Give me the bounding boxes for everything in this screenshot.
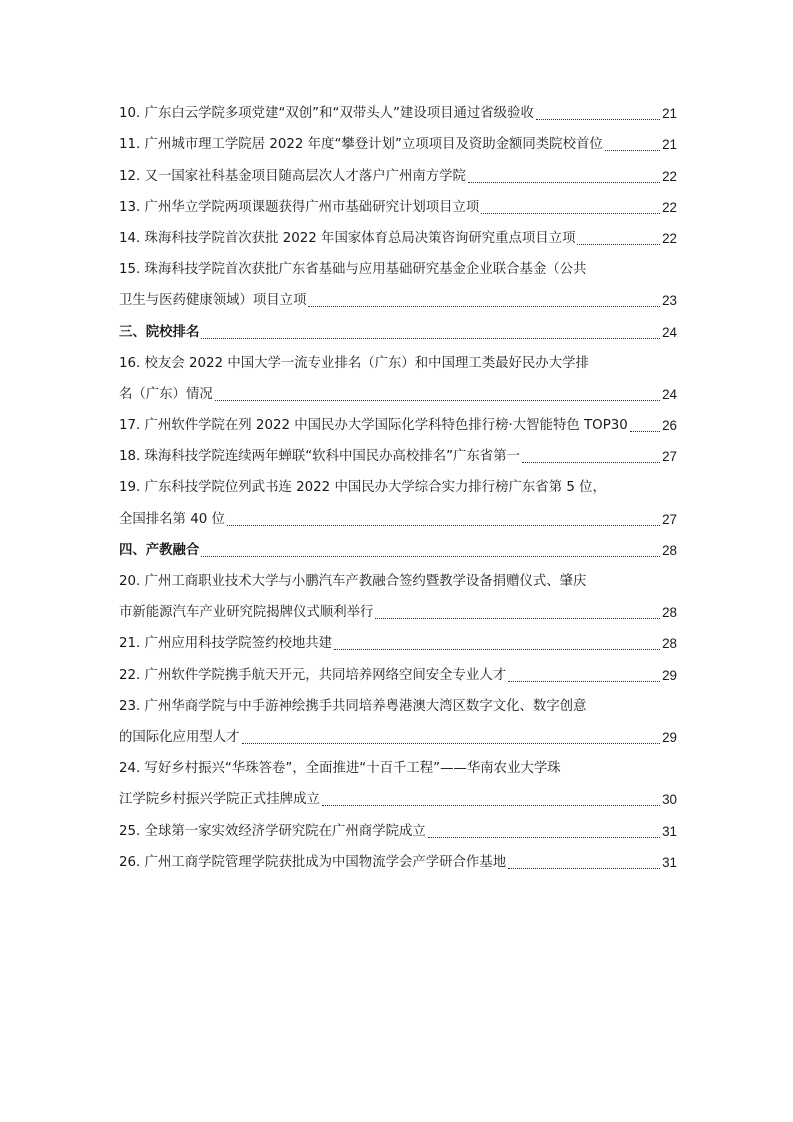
toc-entry[interactable] [119,348,677,410]
toc-entry-title-line2: 全国排名第 40 位 [119,511,225,527]
toc-page-number: 22 [662,168,677,184]
toc-page-number: 30 [662,792,677,808]
dot-leader [481,213,660,214]
toc-entry-title-line2: 卫生与医药健康领域）项目立项 [119,293,307,309]
toc-page-number: 29 [662,667,677,683]
dot-leader [242,743,661,744]
toc-entry-title-line1: 24. 写好乡村振兴“华珠答卷”，全面推进“十百千工程”——华南农业大学珠 [119,760,561,776]
toc-page-number: 31 [662,823,677,839]
toc-entry[interactable] [119,98,677,129]
toc-page-number: 27 [662,449,677,465]
toc-entry[interactable] [119,223,677,254]
toc-entry-title-line2: 名（广东）情况 [119,386,213,402]
dot-leader [201,338,660,339]
toc-entry-title: 21. 广州应用科技学院签约校地共建 [119,636,333,652]
section-title: 三、院校排名 [119,324,200,340]
toc-page-number: 22 [662,199,677,215]
dot-leader [227,525,660,526]
toc-page-number: 21 [662,137,677,153]
toc-entry-title: 11. 广州城市理工学院居 2022 年度“攀登计划”立项项目及资助金额同类院校首位 [119,137,603,153]
toc-page-number: 22 [662,230,677,246]
toc-entry-title: 18. 珠海科技学院连续两年蝉联“软科中国民办高校排名”广东省第一 [119,449,520,465]
toc-entry[interactable] [119,566,677,628]
toc-entry[interactable] [119,628,677,659]
section-title: 四、产教融合 [119,542,200,558]
toc-entry-title: 10. 广东白云学院多项党建“双创”和“双带头人”建设项目通过省级验收 [119,106,534,122]
dot-leader [334,649,660,650]
dot-leader [522,462,660,463]
toc-entry[interactable] [119,410,677,441]
toc-entry[interactable] [119,129,677,160]
toc-entry-title: 26. 广州工商学院管理学院获批成为中国物流学会产学研合作基地 [119,854,507,870]
dot-leader [508,868,660,869]
toc-page-number: 28 [662,542,677,558]
dot-leader [536,119,660,120]
dot-leader [322,805,660,806]
toc-entry-title: 22. 广州软件学院携手航天开元，共同培养网络空间安全专业人才 [119,667,507,683]
toc-entry-title-line2: 市新能源汽车产业研究院揭牌仪式顺利举行 [119,605,374,621]
toc-section-heading[interactable] [119,316,677,347]
toc-page-number: 27 [662,511,677,527]
toc-page-number: 23 [662,293,677,309]
toc-entry-title-line1: 19. 广东科技学院位列武书连 2022 中国民办大学综合实力排行榜广东省第 5 位， [119,480,606,496]
toc-entry[interactable] [119,254,677,316]
toc-entry-title: 12. 又一国家社科基金项目随高层次人才落户广州南方学院 [119,168,466,184]
dot-leader [577,244,660,245]
toc-page-number: 21 [662,106,677,122]
toc-page-number: 31 [662,854,677,870]
toc-entry[interactable] [119,847,677,878]
toc-entry-title-line1: 15. 珠海科技学院首次获批广东省基础与应用基础研究基金企业联合基金（公共 [119,261,587,277]
toc-entry-title-line2: 江学院乡村振兴学院正式挂牌成立 [119,792,320,808]
toc-page-number: 28 [662,605,677,621]
toc-entry[interactable] [119,472,677,534]
toc-entry-title: 13. 广州华立学院两项课题获得广州市基础研究计划项目立项 [119,199,480,215]
dot-leader [508,681,660,682]
toc-entry-title: 25. 全球第一家实效经济学研究院在广州商学院成立 [119,823,426,839]
toc-entry[interactable] [119,192,677,223]
toc-entry-title-line1: 20. 广州工商职业技术大学与小鹏汽车产教融合签约暨教学设备捐赠仪式、肇庆 [119,573,587,589]
toc-page-number: 26 [662,418,677,434]
toc-entry-title-line1: 16. 校友会 2022 中国大学一流专业排名（广东）和中国理工类最好民办大学排 [119,355,589,371]
dot-leader [215,400,660,401]
dot-leader [201,556,660,557]
toc-entry[interactable] [119,160,677,191]
toc-entry-title-line1: 23. 广州华商学院与中手游神绘携手共同培养粤港澳大湾区数字文化、数字创意 [119,698,587,714]
dot-leader [375,618,660,619]
toc-entry[interactable] [119,659,677,690]
toc-entry[interactable] [119,441,677,472]
toc-entry-title: 14. 珠海科技学院首次获批 2022 年国家体育总局决策咨询研究重点项目立项 [119,230,576,246]
dot-leader [605,150,660,151]
toc-entry[interactable] [119,753,677,815]
toc-page-number: 28 [662,636,677,652]
dot-leader [630,431,660,432]
dot-leader [308,306,660,307]
dot-leader [468,182,660,183]
toc-entry-title-line2: 的国际化应用型人才 [119,729,240,745]
toc-entry[interactable] [119,691,677,753]
toc-page-number: 29 [662,729,677,745]
dot-leader [428,837,660,838]
toc-section-heading[interactable] [119,535,677,566]
toc-entry-title: 17. 广州软件学院在列 2022 中国民办大学国际化学科特色排行榜·大智能特色 TOP30 [119,418,628,434]
toc-page-number: 24 [662,324,677,340]
table-of-contents [119,98,677,878]
toc-page-number: 24 [662,386,677,402]
toc-entry[interactable] [119,815,677,846]
